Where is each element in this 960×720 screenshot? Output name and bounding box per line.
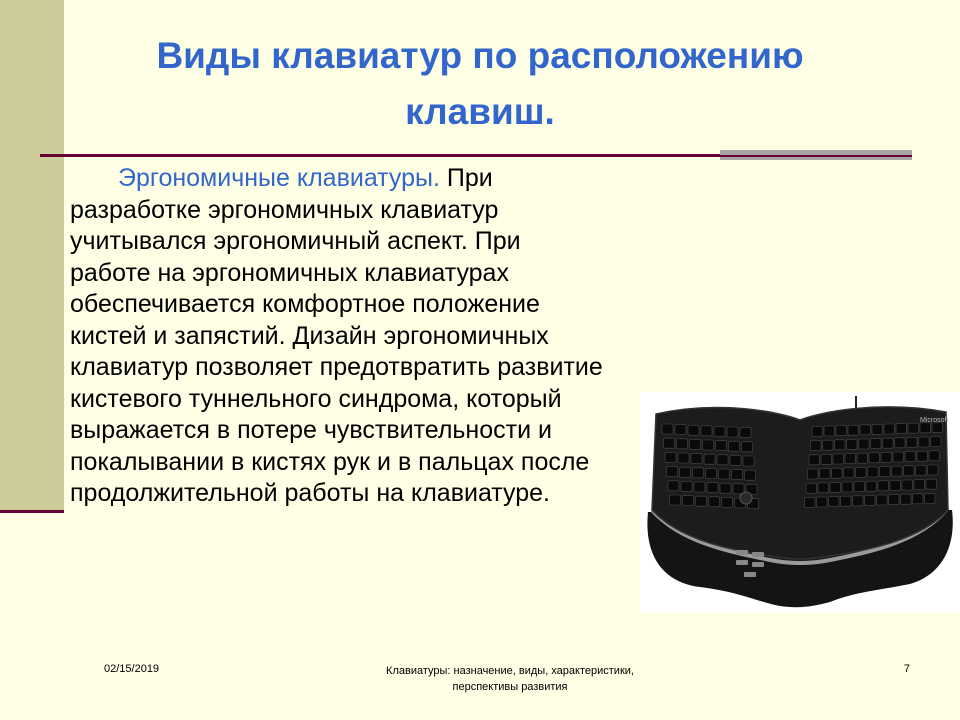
keyboard-key bbox=[806, 483, 817, 493]
keyboard-key bbox=[704, 454, 715, 464]
keyboard-key bbox=[733, 484, 744, 494]
keyboard-key bbox=[722, 497, 733, 507]
keyboard-key bbox=[889, 495, 900, 505]
keyboard-key bbox=[717, 455, 728, 465]
keyboard-key bbox=[902, 480, 913, 490]
keyboard-key bbox=[925, 493, 936, 503]
keyboard-key bbox=[869, 453, 880, 463]
keyboard-key bbox=[884, 424, 895, 434]
keyboard-key bbox=[854, 482, 865, 492]
keyboard-key bbox=[908, 423, 919, 433]
keyboard-key bbox=[818, 483, 829, 493]
keyboard-key bbox=[833, 454, 844, 464]
keyboard-key bbox=[683, 496, 694, 506]
keyboard-key bbox=[681, 481, 692, 491]
keyboard-key bbox=[678, 453, 689, 463]
keyboard-key bbox=[845, 454, 856, 464]
keyboard-key bbox=[830, 482, 841, 492]
keyboard-key bbox=[868, 467, 879, 477]
keyboard-key bbox=[688, 425, 699, 435]
keyboard-key bbox=[883, 438, 894, 448]
keyboard-key bbox=[729, 441, 740, 451]
keyboard-key bbox=[842, 482, 853, 492]
body-lead: Эргономичные клавиатуры. bbox=[118, 164, 440, 192]
left-decor-band bbox=[0, 0, 64, 512]
title-divider-accent-line bbox=[720, 155, 912, 157]
keyboard-key bbox=[664, 438, 675, 448]
keyboard-key bbox=[824, 426, 835, 436]
slide-title: Виды клавиатур по расположению клавиш. bbox=[156, 35, 804, 132]
keyboard-key bbox=[857, 453, 868, 463]
keyboard-key bbox=[820, 469, 831, 479]
keyboard-key bbox=[907, 437, 918, 447]
keyboard-key bbox=[714, 426, 725, 436]
keyboard-key bbox=[919, 437, 930, 447]
title-divider bbox=[40, 154, 720, 157]
keyboard-key bbox=[892, 466, 903, 476]
keyboard-key bbox=[668, 481, 679, 491]
keyboard-key bbox=[904, 466, 915, 476]
keyboard-key bbox=[865, 495, 876, 505]
keyboard-key bbox=[860, 425, 871, 435]
keyboard-key bbox=[662, 424, 673, 434]
keyboard-key bbox=[880, 467, 891, 477]
keyboard-key bbox=[926, 479, 937, 489]
keyboard-key bbox=[703, 440, 714, 450]
keyboard-key bbox=[743, 456, 754, 466]
keyboard-key bbox=[727, 427, 738, 437]
keyboard-key bbox=[709, 497, 720, 507]
keyboard-key bbox=[878, 481, 889, 491]
keyboard-key bbox=[859, 439, 870, 449]
keyboard-key bbox=[690, 439, 701, 449]
keyboard-key bbox=[913, 494, 924, 504]
keyboard-key bbox=[808, 469, 819, 479]
keyboard-key bbox=[841, 496, 852, 506]
keyboard-key bbox=[914, 480, 925, 490]
keyboard-key bbox=[730, 455, 741, 465]
slide-body bbox=[70, 163, 605, 510]
keyboard-key bbox=[823, 440, 834, 450]
keyboard-key bbox=[821, 454, 832, 464]
keyboard-key bbox=[872, 424, 883, 434]
keyboard-key bbox=[719, 469, 730, 479]
keyboard-key bbox=[707, 483, 718, 493]
keyboard-key bbox=[877, 495, 888, 505]
keyboard-key bbox=[696, 496, 707, 506]
keyboard-key bbox=[848, 425, 859, 435]
keyboard-key bbox=[812, 426, 823, 436]
keyboard-key bbox=[928, 465, 939, 475]
keyboard-key bbox=[670, 495, 681, 505]
keyboard-key bbox=[694, 482, 705, 492]
footer-title: Клавиатуры: назначение, виды, характеристики, перспективы развития bbox=[386, 665, 634, 693]
keyboard-key bbox=[836, 426, 847, 436]
keyboard-key bbox=[893, 452, 904, 462]
keyboard-key bbox=[835, 440, 846, 450]
left-decor-line bbox=[0, 510, 64, 513]
keyboard-key bbox=[929, 451, 940, 461]
keyboard-key bbox=[742, 442, 753, 452]
body-paragraph: При разработке эргономичных клавиатур учитывался эргономичный аспект. При работе на эргономичных клавиатурах обеспечивается комфортное положение кистей и запястий. Дизайн эргономичных клавиатур позволяет предотвратить развитие кистевого туннельного синдрома, который выражается в потере чувствительности и покалывании в кистях рук и в пальцах после продолжительной работы на клавиатуре. bbox=[70, 164, 603, 507]
keyboard-key bbox=[901, 494, 912, 504]
ergonomic-keyboard-image bbox=[640, 392, 960, 612]
keyboard-key bbox=[917, 451, 928, 461]
keyboard-key bbox=[740, 428, 751, 438]
keyboard-key bbox=[809, 455, 820, 465]
keyboard-key bbox=[871, 439, 882, 449]
keyboard-key bbox=[706, 468, 717, 478]
keyboard-key bbox=[732, 470, 743, 480]
brand-logo: Microsoft bbox=[920, 417, 949, 424]
keyboard-key bbox=[931, 437, 942, 447]
keyboard-key bbox=[856, 467, 867, 477]
keyboard-key bbox=[844, 468, 855, 478]
keyboard-key bbox=[895, 438, 906, 448]
keyboard-key bbox=[817, 497, 828, 507]
page-number: 7 bbox=[903, 663, 910, 675]
keyboard-key bbox=[680, 467, 691, 477]
keyboard-key bbox=[811, 441, 822, 451]
keyboard-key bbox=[853, 496, 864, 506]
keyboard-key bbox=[866, 481, 877, 491]
keyboard-key bbox=[896, 424, 907, 434]
keyboard-key bbox=[665, 452, 676, 462]
keyboard-key bbox=[832, 468, 843, 478]
zoom-slider bbox=[740, 492, 752, 504]
keyboard-key bbox=[905, 452, 916, 462]
keyboard-key bbox=[677, 439, 688, 449]
keyboard-key bbox=[716, 441, 727, 451]
keyboard-key bbox=[805, 497, 816, 507]
keyboard-key bbox=[745, 470, 756, 480]
keyboard-key bbox=[920, 423, 931, 433]
keyboard-key bbox=[890, 480, 901, 490]
keyboard-key bbox=[667, 467, 678, 477]
keyboard-key bbox=[829, 497, 840, 507]
footer-date: 02/15/2019 bbox=[104, 663, 160, 675]
keyboard-key bbox=[701, 426, 712, 436]
keyboard-key bbox=[881, 452, 892, 462]
keyboard-key bbox=[691, 454, 702, 464]
keyboard-key bbox=[847, 439, 858, 449]
keyboard-key bbox=[675, 425, 686, 435]
keyboard-key bbox=[720, 483, 731, 493]
keyboard-key bbox=[693, 468, 704, 478]
keyboard-key bbox=[916, 465, 927, 475]
